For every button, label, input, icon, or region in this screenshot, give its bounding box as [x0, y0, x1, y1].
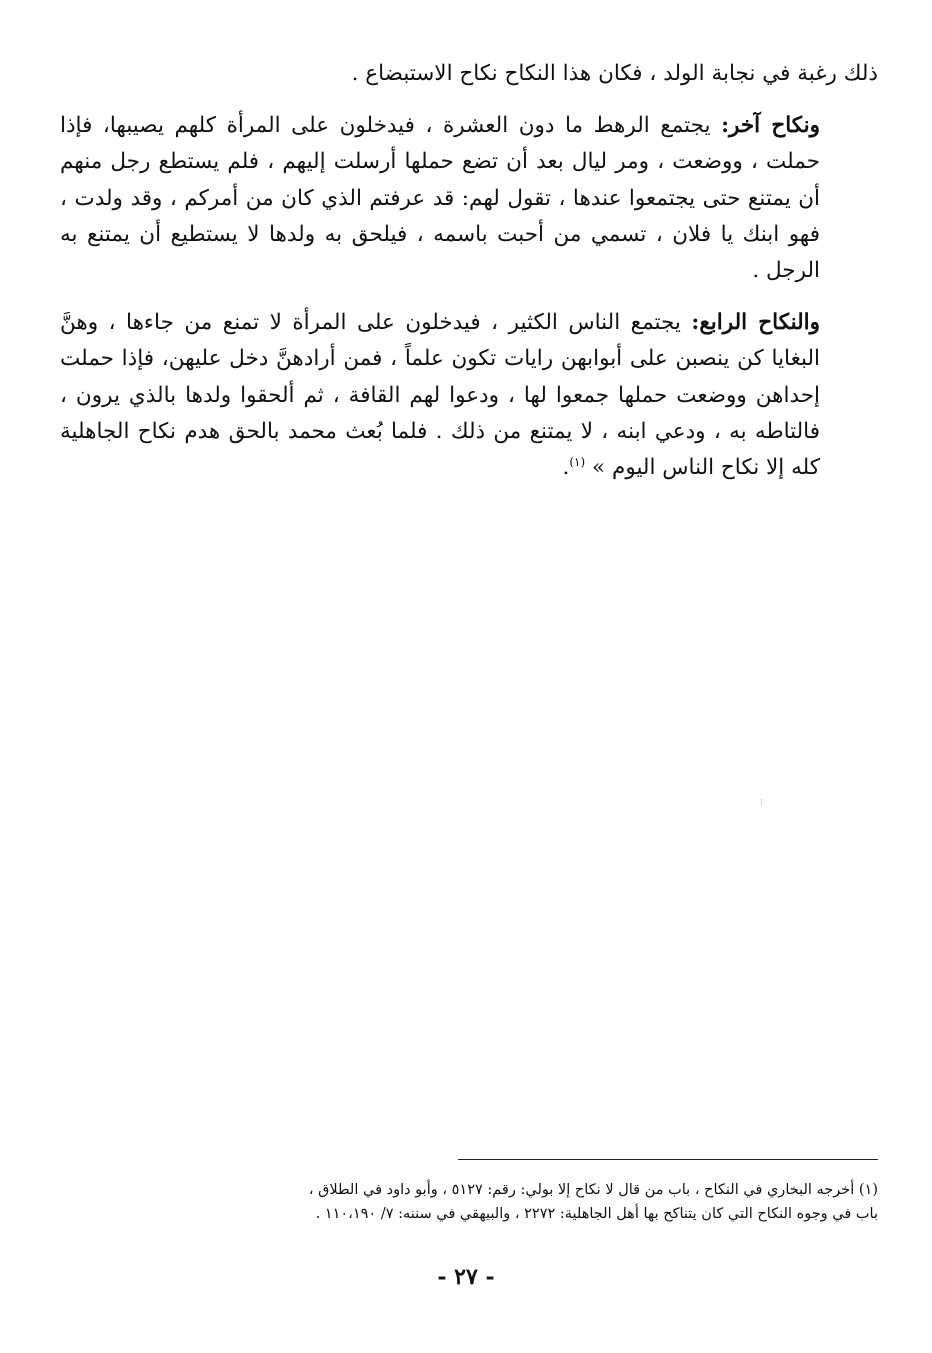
paragraph-3-end: .: [562, 455, 570, 481]
paragraph-2: [60, 108, 878, 289]
footnote: [90, 1178, 878, 1226]
paragraph-2-text: يجتمع الرهط ما دون العشرة ، فيدخلون على المرأة كلهم يصيبها، فإذا حملت ، ووضعت ، ومر ليال بعد أن تضع حملها أرسلت إليهم ، فلم يستطع رجل منهم أن يمتنع حتى يجتمعوا عندها ، تقول لهم: قد عرفتم الذي كان من أمركم ، وقد ولدت ، فهو ابنك يا فلان ، تسمي من أحبت باسمه ، فيلحق به ولدها لا يستطيع أن يمتنع به الرجل .: [60, 113, 820, 284]
scan-speck: ⁝: [760, 798, 763, 808]
paragraph-2-lead: ونكاح آخر:: [721, 113, 820, 139]
paragraph-1: [60, 56, 878, 92]
paragraph-3-text: يجتمع الناس الكثير ، فيدخلون على المرأة لا تمنع من جاءها ، وهنَّ البغايا كن ينصبن على أبوابهن رايات تكون علماً ، فمن أرادهنَّ دخل عليهن، فإذا حملت إحداهن ووضعت حملها جمعوا لها ، ودعوا لهم القافة ، ثم ألحقوا ولدها بالذي يرون ، فالتاطه به ، ودعي ابنه ، لا يمتنع من ذلك . فلما بُعث محمد بالحق هدم نكاح الجاهلية كله إلا نكاح الناس اليوم »: [60, 310, 820, 481]
footnote-line-1: (١) أخرجه البخاري في النكاح ، باب من قال لا نكاح إلا بولي: رقم: ٥١٢٧ ، وأبو داود في الطلاق ،: [308, 1182, 878, 1198]
footnote-line-2: باب في وجوه النكاح التي كان يتناكح بها أهل الجاهلية: ٢٢٧٢ ، والبيهقي في سننه: ٧/ ١١٠،١٩٠ .: [315, 1206, 878, 1222]
paragraph-3: [60, 305, 878, 486]
footnote-divider: [458, 1159, 878, 1160]
paragraph-3-lead: والنكاح الرابع:: [691, 310, 820, 336]
page-number: - ٢٧ -: [437, 1264, 495, 1290]
footnote-reference: (١): [569, 454, 586, 469]
paragraph-1-text: ذلك رغبة في نجابة الولد ، فكان هذا النكاح نكاح الاستبضاع .: [351, 61, 878, 86]
main-text-block: [60, 56, 878, 486]
